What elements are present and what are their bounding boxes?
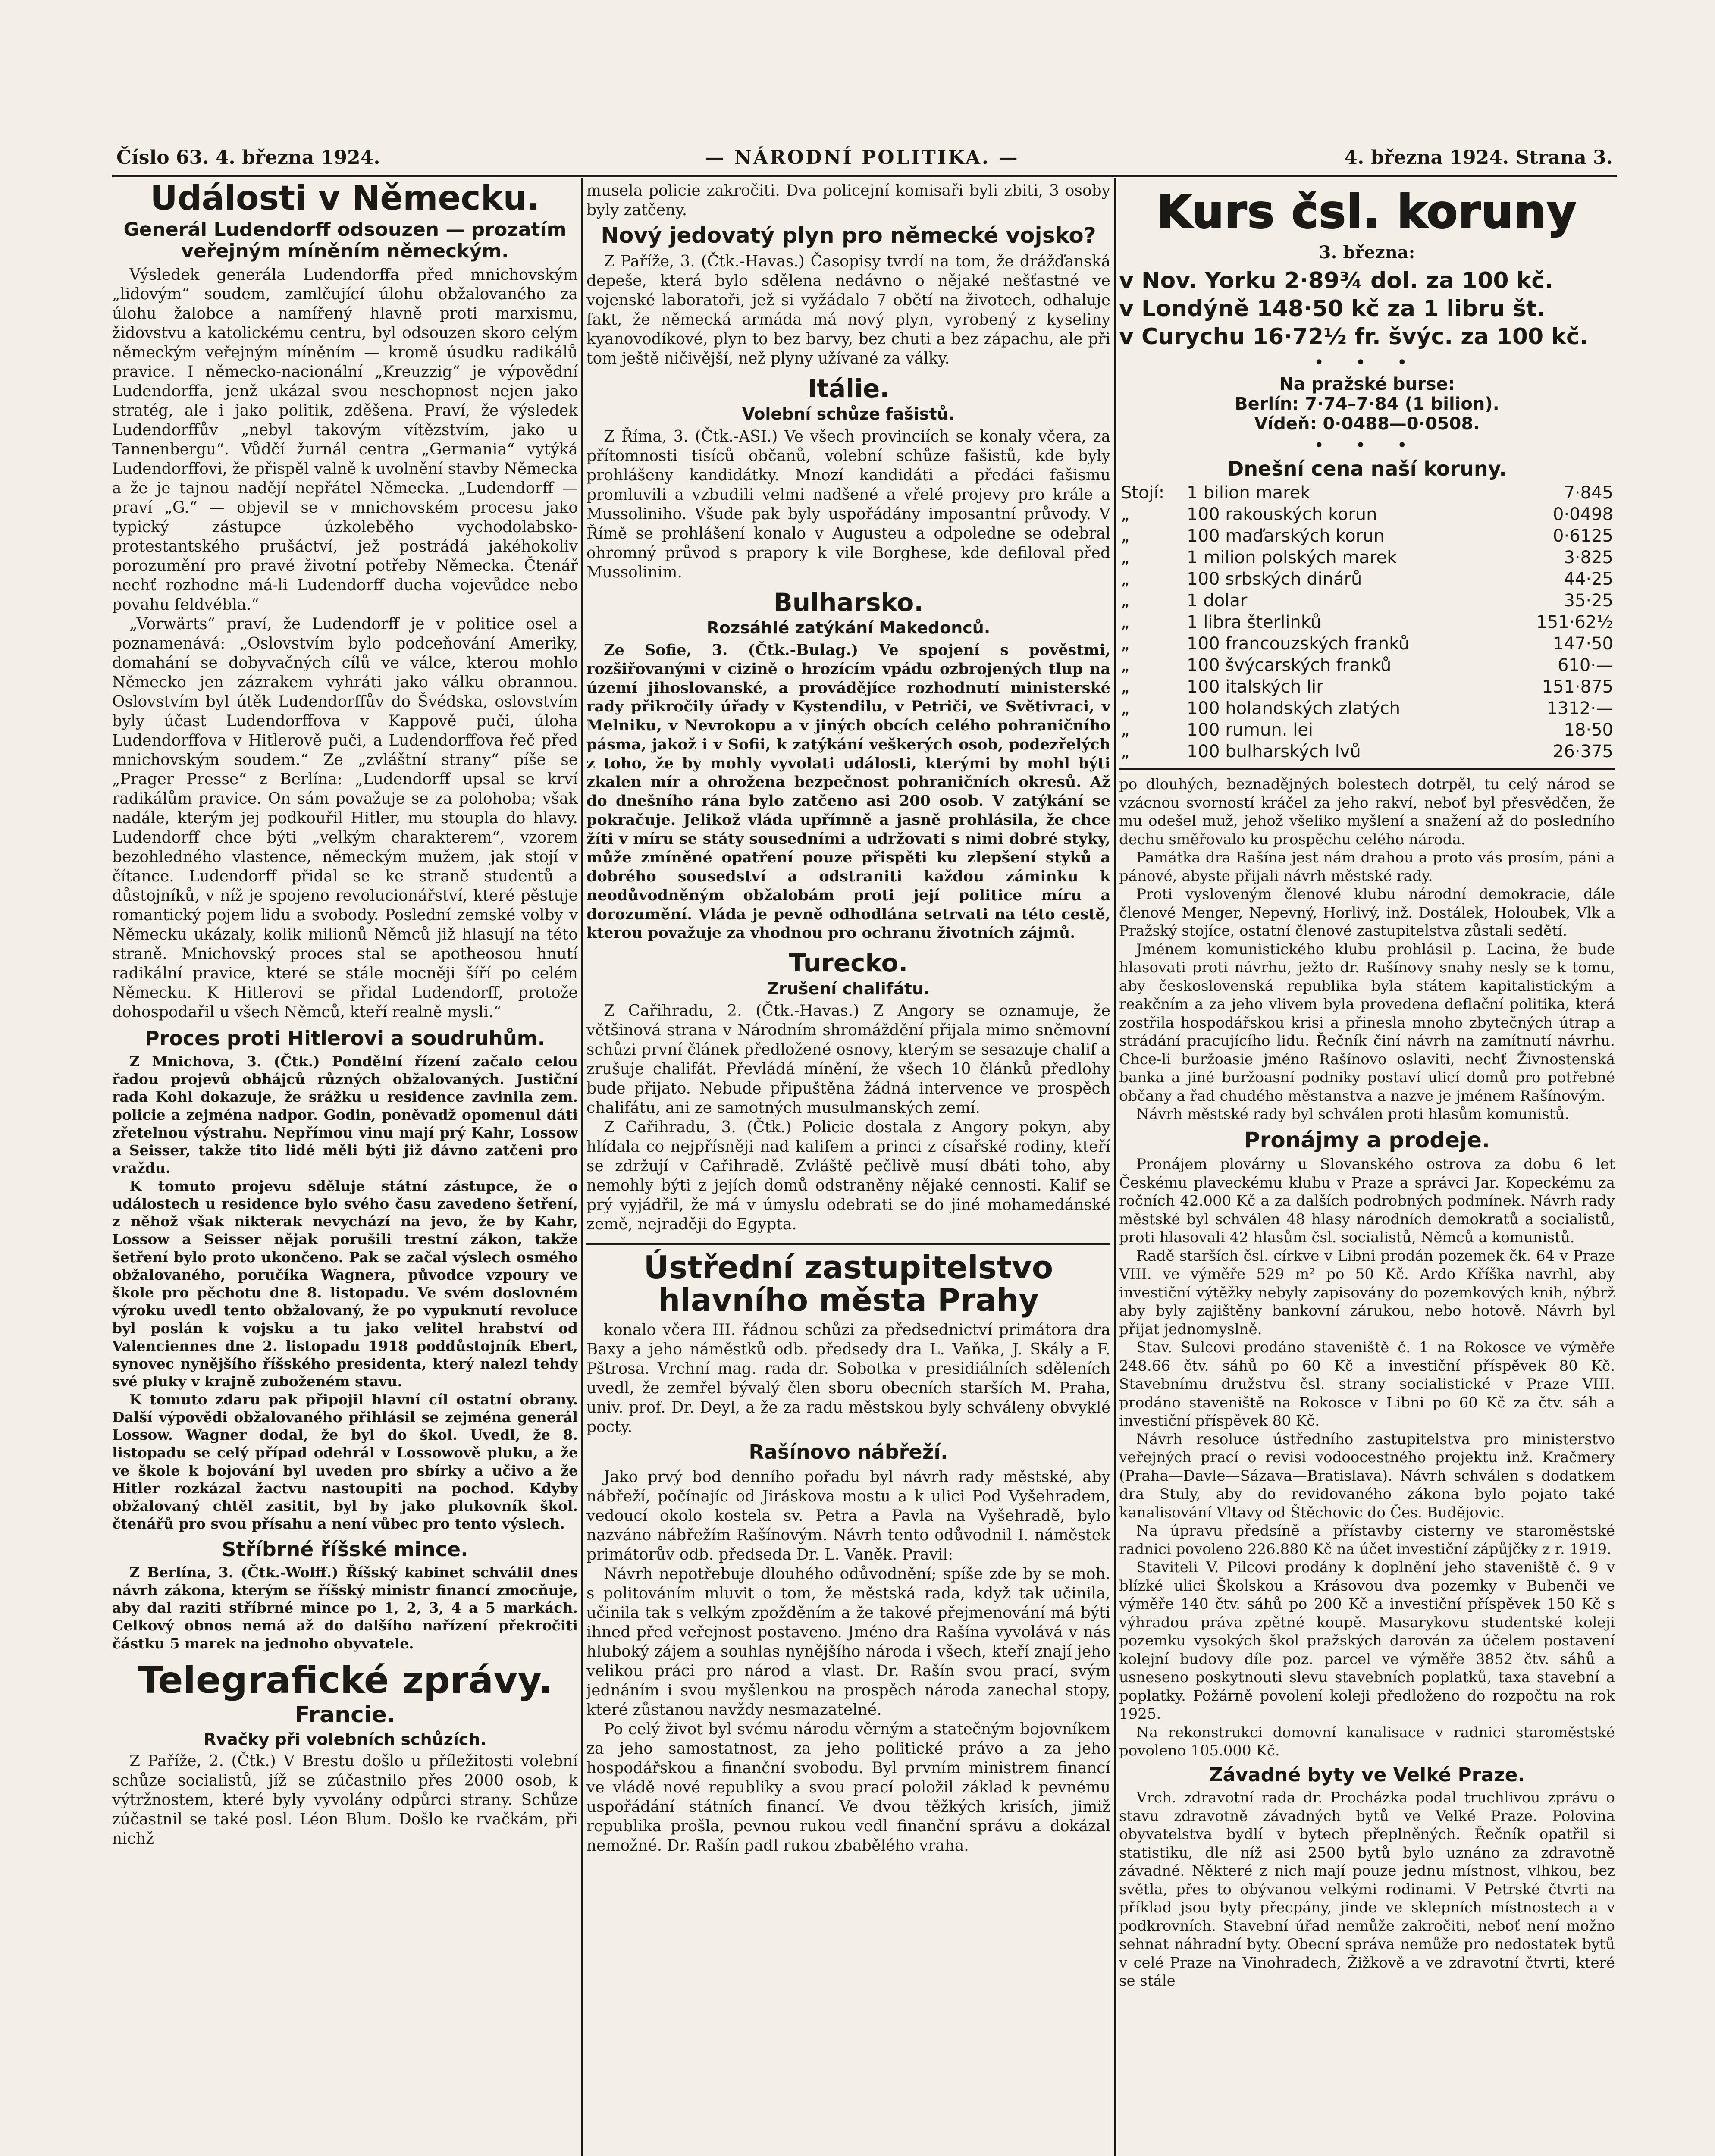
article-paragraph: Z Cařihradu, 2. (Čtk.-Havas.) Z Angory se oznamuje, že většinová strana v Národním shromáždění přijala mimo sněmovní schůzi první článek předložené osnovy, kterým se sesazuje chalif a zrušuje chalifát. Převládá mínění, že všech 10 článků předlohy bude přijato. Nebude připuštěna žádná intervence ve prospěch chalifátu, ani ze samotných musulmanských zemí. [586,1002,1110,1117]
currency-row [1119,633,1615,655]
article-paragraph: Proti vysloveným členové klubu národní demokracie, dále členové Menger, Nepevný, Horlivý, inž. Dostálek, Holoubek, Vlk a Pražský stojíce, ostatní členové zastupitelstva zůstali sedětí. [1119,886,1615,940]
country-heading-turkey: Turecko. [789,948,908,978]
article-paragraph: Jako prvý bod denního pořadu byl návrh rady městské, aby nábřeží, počínajíc od Jiráskova mostu a k ulici Pod Vyšehradem, vedoucí okolo kostela sv. Petra a Pavla na Vyšehradě, bylo nazváno nábřežím Rašínovým. Návrh tento odůvodnil I. náměstek primátorův odb. předseda Dr. L. Vaněk. Pravil: [586,1468,1110,1564]
currency-row [1119,590,1615,611]
currency-label: „ [1121,526,1130,546]
currency-label: „ [1121,569,1130,589]
article-paragraph: Ze Sofie, 3. (Čtk.-Bulag.) Ve spojení s pověstmi, rozšiřovanými v cizině o hrozícím vpádu ozbrojených tlup na území jihoslovanské, a provádějíce rozhodnutí ministerské rady přikročily úřady v Kystendilu, v Petriči, ve Světivraci, v Melniku, v Nevrokopu a v jiných obcích celého pohraničního pásma, jakož i v Sofii, k zatýkání veškerých osob, podezřelých z toho, že by mohly vyvolati události, kterými by mohl býti zkalen mír a ohrožena bezpečnost pohraničních okresů. Až do dnešního rána bylo zatčeno asi 200 osob. V zatýkání se pokračuje. Jelikož vláda upřímně a jasně prohlásila, že chce žíti v míru se státy sousedními a udržovati s nimi dobré styky, může zmíněné opatření pouze přispěti ku zlepšení styků a dobrého sousedství a odstraniti každou záminku k neodůvodněným obžalobám proti její politice míru a dorozumění. Vláda je pevně odhodlána setrvati na této cestě, kterou považuje za vhodnou pro ochranu životních zájmů. [586,641,1110,942]
separator-dots: • • • [1314,436,1420,455]
currency-table [1119,482,1615,762]
currency-row [1119,611,1615,633]
headline-caliphate: Zrušení chalifátu. [767,979,930,998]
article-paragraph: Z Berlína, 3. (Čtk.-Wolff.) Říšský kabinet schválil dnes návrh zákona, kterým se říšský ministr financí zmocňuje, aby dal raziti stříbrné mince po 1, 2, 3, 4 a 5 markách. Celkový obnos nemá až do dalšího nařízení překročiti částku 5 marek na jednoho obyvatele. [112,1564,578,1652]
article-continuation: musela policie zakročiti. Dva policejní komisaři byli zbiti, 3 osoby byly zatčeny. [586,182,1110,219]
headline-bad-housing: Závadné byty ve Velké Praze. [1209,1764,1525,1786]
headline-hitler-trial: Proces proti Hitlerovi a soudruhům. [144,1027,546,1050]
today-price-title: Dnešní cena naší koruny. [1227,457,1507,480]
section-title-germany: Události v Německu. [150,181,540,218]
masthead [116,142,1613,172]
headline-prague-council: Ústřední zastupitelstvo hlavního města Prahy [643,1249,1053,1318]
currency-item: 100 srbských dinárů [1187,569,1362,589]
currency-value: 1312·— [1546,699,1613,718]
currency-value: 151·875 [1542,677,1613,697]
article-paragraph: Radě starších čsl. církve v Libni prodán pozemek čk. 64 v Praze VIII. ve výměře 529 m² po 50 Kč. Ardo Kříška navrhl, aby investiční výtěžky nebyly zapisovány do pozemkových knih, nýbrž aby byly zajištěny bankovní zárukou, nebo hotově. Návrh byl přijat jednomyslně. [1119,1247,1615,1338]
column-left [112,181,578,2156]
article-paragraph: Staviteli V. Pilcovi prodány k doplnění jeho staveniště č. 9 v blízké ulici Školskou a Krásovou dva pozemky v Bubenči ve výměře 140 čtv. sáhů po 200 Kč a investiční příspěvek 150 Kč s výhradou práva zpětné koupě. Masarykovu studentské koleji pozemku vysokých škol pražských darován za účelem postavení kolejní budovy díle poz. parcel ve výměře 3852 čtv. sáhů a usneseno poskytnouti slevu stavebních poplatků, taxa stavební a poplatky. Požárně povolení koleji předloženo do rozpočtu na rok 1925. [1119,1559,1615,1723]
column-divider [581,178,583,2156]
currency-value: 18·50 [1564,720,1613,740]
prague-exchange-title: Na pražské burse: [1279,374,1455,394]
currency-row [1119,655,1615,676]
currency-item: 100 maďarských korun [1187,526,1385,546]
country-heading-italy: Itálie. [807,373,890,403]
currency-item: 100 rakouských korun [1187,505,1377,524]
separator-dots: • • • [1314,353,1420,373]
currency-item: 1 libra šterlinků [1187,612,1322,632]
article-paragraph: Návrh resoluce ústředního zastupitelstva pro ministerstvo veřejných prací o revisi vodoocestného projektu inž. Kračmery (Praha—Davle—Sázava—Bratislava). Návrh schválen s dodatkem dra Stuly, aby do revidovaného zákona bylo pojato také kanalisování Vltavy od Štěchovic do Čes. Budějovic. [1119,1430,1615,1521]
article-paragraph: Z Paříže, 2. (Čtk.) V Brestu došlo u příležitosti volební schůze socialistů, jíž se zúčastnilo přes 2000 osob, k výtržnostem, které byly vyvolány odpůrci strany. Schůze zúčastnil se také posl. Léon Blum. Došlo ke rvačkám, při nichž [112,1752,578,1848]
headline-ludendorff: Generál Ludendorff odsouzen — prozatím veřejným míněním německým. [123,218,567,263]
newspaper-title: — NÁRODNÍ POLITIKA. — [705,146,1019,169]
currency-row [1119,525,1615,547]
header-rule [112,175,1617,177]
currency-item: 100 rumun. lei [1187,720,1313,740]
currency-row [1119,568,1615,590]
page-date-number: 4. března 1924. Strana 3. [1344,146,1613,169]
headline-silver-coins: Stříbrné říšské mince. [222,1537,468,1561]
currency-label: „ [1121,634,1130,654]
currency-label: „ [1121,655,1130,675]
article-paragraph: Z Říma, 3. (Čtk.-ASI.) Ve všech provinciích se konaly včera, za přítomnosti tisíců občanů, volební schůze fašistů, kde byly prohlášeny kandidátky. Mnozí kandidáti a předáci fašismu promluvili a vzbudili velmi nadšené a vřelé projevy pro krále a Mussoliniho. Všude pak byly uspořádány imposantní průvody. V Římě se prohlášení konalo v Augusteu a odpoledne se odebral ohromný průvod s prapory k vile Borghese, kde defiloval před Mussolinim. [586,427,1110,581]
headline-leases-sales: Pronájmy a prodeje. [1244,1127,1490,1153]
currency-label: Stojí: [1121,483,1165,503]
currency-label: „ [1121,505,1130,524]
issue-number-date: Číslo 63. 4. března 1924. [116,146,380,169]
section-rule [1119,768,1615,770]
headline-arrests: Rozsáhlé zatýkání Makedonců. [706,618,991,638]
currency-date: 3. března: [1319,242,1415,263]
article-paragraph: Památka dra Rašína jest nám drahou a proto vás prosím, páni a pánové, abyste přijali návrh městské rady. [1119,849,1615,885]
headline-fascist-meetings: Volební schůze fašistů. [742,404,955,424]
currency-label: „ [1121,699,1130,718]
headline-brawls: Rvačky při volebních schůzích. [204,1730,486,1749]
rate-berlin: Berlín: 7·74–7·84 (1 bilion). [1235,394,1499,414]
currency-value: 0·0498 [1553,505,1613,524]
currency-item: 100 švýcarských franků [1187,655,1392,675]
currency-item: 100 holandských zlatých [1187,699,1401,718]
currency-value: 26·375 [1553,742,1613,761]
currency-value: 3·825 [1564,548,1613,567]
currency-row [1119,698,1615,719]
article-paragraph: Návrh městské rady byl schválen proti hlasům komunistů. [1136,1106,1570,1123]
currency-row [1119,741,1615,762]
column-divider [1114,178,1116,2156]
currency-value: 147·50 [1553,634,1613,654]
article-paragraph: Návrh nepotřebuje dlouhého odůvodnění; spíše zde by se moh. s politováním mluvit o tom, že městská rada, když tak učinila, učinila tak s velkým zpožděním a že takové přejmenování má býti ihned před veřejnost postaveno. Jméno dra Rašína vyvolává v nás hluboký zájem a souhlas nynějšího národa i všech, kteří znají jeho velikou práci pro národ a vlast. Dr. Rašín svou prací, svým jednáním i svou myšlenkou na prospěch národa zanechal stopy, které zůstanou navždy nesmazatelné. [586,1565,1110,1719]
rate-new-york: v Nov. Yorku 2·89¾ dol. za 100 kč. [1119,268,1553,294]
article-paragraph: Pronájem plovárny u Slovanského ostrova za dobu 6 let Českému plaveckému klubu v Praze a správci Jar. Kopeckému za ročních 42.000 Kč a za dalších podrobných podmínek. Návrh rady městské byl schválen 48 hlasy národních demokratů a socialistů, proti hlasovali 42 hlasům čsl. socialistů, Němců a komunistů. [1119,1156,1615,1246]
article-continuation: po dlouhých, beznadějných bolestech dotrpěl, tu celý národ se vzácnou svorností kráčel za jeho rakví, neboť byl přesvědčen, že mu odešel muž, jehož všeliko myšlení a snažení až do posledního dechu směřovalo ku prospěchu celého národa. [1119,776,1615,848]
article-paragraph: „Vorwärts“ praví, že Ludendorff je v politice osel a poznamenává: „Oslovstvím bylo podceňování Ameriky, domahání se dobyvačných cílů ve válce, kterou mohlo Německo jen zázrakem vyhráti jako válku obrannou. Oslovstvím byl útěk Ludendorffův do Švédska, oslovstvím byly účast Ludendorffova v Kappově puči, úloha Ludendorffova v Hitlerově puči, a Ludendorffova řeč před mnichovským soudem.“ Ze „zvláštní strany“ píše se „Prager Presse“ z Berlína: „Ludendorff upsal se krví radikálům pravice. On sám považuje se za polohoba; však nadále, kterým jej podkouřil Hitler, mu stoupla do hlavy. Ludendorff chce býti „velkým charakterem“, vzorem bezohledného vlastence, německým mužem, jak stojí v čítance. Ludendorff přidal se ke straně studentů a důstojníků, v níž je spojeno revolucionářství, které pěstuje romantický pojem lidu a svobody. Poslední zemské volby v Německu ukázaly, kolik milionů Němců již hlasují na této straně. Mnichovský proces stal se apotheosou hnutí radikální pravice, které se stále mocněji šíří po celém Německu. K Hitlerovi se přidal Ludendorff, protože dohospodařil u všech Němců, kteří realně mysli.“ [112,615,578,1022]
rate-zurich: v Curychu 16·72½ fr. švýc. za 100 kč. [1119,324,1588,350]
article-paragraph: konalo včera III. řádnou schůzi za předsednictví primátora dra Baxy a jeho náměstků odb. předsedy dra L. Vaňka, J. Skály a F. Pštrosa. Vrchní mag. rada dr. Sobotka v presidiálních sděleních uvedl, že zemřel bývalý člen sboru obecních starších M. Praha, univ. prof. Dr. Deyl, a že za radu městskou byly schváleny obvyklé pocty. [586,1321,1110,1436]
currency-value: 44·25 [1564,569,1613,589]
article-paragraph: Na rekonstrukci domovní kanalisace v radnici staroměstské povoleno 105.000 Kč. [1119,1724,1615,1759]
currency-row [1119,719,1615,741]
currency-value: 610·— [1557,655,1613,675]
currency-label: „ [1121,742,1130,761]
currency-label: „ [1121,720,1130,740]
article-paragraph: Na úpravu předsíně a přístavby cisterny ve staroměstské radnici povoleno 226.880 Kč na účet investiční zápůjčky z r. 1919. [1119,1522,1615,1558]
article-paragraph: Stav. Sulcovi prodáno staveniště č. 1 na Rokosce ve výměře 248.66 čtv. sáhů po 60 Kč a investiční příspěvek 80 Kč. Stavebnímu družstvu čsl. strany socialistické v Praze VIII. prodáno staveniště na Rokosce v Libni po 60 Kč za čtv. sáh a investiční příspěvek 80 Kč. [1119,1339,1615,1429]
currency-value: 35·25 [1564,591,1613,611]
currency-label: „ [1121,677,1130,697]
article-paragraph: Po celý život byl svému národu věrným a statečným bojovníkem za jeho samostatnost, za jeho politické právo a za jeho hospodářskou a finanční svobodu. Byl prvním ministrem financí ve vládě nové republiky a svou prací položil základ k pevnému uspořádání státních financí. Ve dvou těžkých krisích, jimiž republika prošla, pevnou rukou vedl finanční správu a dokázal nemožné. Dr. Rašín padl rukou zbabělého vraha. [586,1720,1110,1855]
article-paragraph: Z Cařihradu, 3. (Čtk.) Policie dostala z Angory pokyn, aby hlídala co nejpřísněji nad kalifem a princi z císařské rodiny, kteří se zdržují v Cařihradě. Zvláště pečlivě musí dbáti toho, aby nemohly býti z jejích domů odstraněny nějaké cennosti. Kalif se prý vyjádřil, že má v úmyslu odebrati se do jiné mohamedánské země, nejraději do Egypta. [586,1119,1110,1234]
currency-box-title: Kurs čsl. koruny [1157,185,1577,238]
currency-item: 1 dolar [1187,591,1248,611]
currency-value: 151·62½ [1536,612,1613,632]
article-paragraph: Výsledek generála Ludendorffa před mnichovským „lidovým“ soudem, zamlčující úlohu obžalovaného za úlohu žalobce a namířený hlavně proti marxismu, židovstvu a katolickému centru, byl odsouzen skoro celým německým veřejným míněním — kromě úsudku radikálů pravice. I německo-nacionální „Kreuzzig“ je výpovědní Ludendorffa, jenž ukázal svou neschopnost nejen jako stratég, ale i jako politik, zděšena. Praví, že výsledek Ludendorffův „nebyl takovým vítězstvím, jako u Tannenbergu“. Vůdčí žurnál centra „Germania“ vytýká Ludendorffovi, že přispěl valně k uvolnění stavby Německa a že je tajnou nadějí nepřátel Německa. „Ludendorff — praví „G.“ — objevil se v mnichovském procesu jako typický zástupce úzkoleběho vychodolabsko-protestantského prušáctví, jež postrádá jakéhokoliv porozumění pro pravé životní potřeby Německa. Čtenář nechť rozhodne má-li Ludendorff ducha vojevůdce nebo povahu feldvébla.“ [112,266,578,614]
currency-value: 7·845 [1564,483,1613,503]
headline-poison-gas: Nový jedovatý plyn pro německé vojsko? [601,223,1096,248]
currency-row [1119,547,1615,568]
article-paragraph: Jménem komunistického klubu prohlásil p. Lacina, že bude hlasovati proti návrhu, ježto dr. Rašínovy snahy nesly se k tomu, aby československá republika byla státem kapitalistickým a reakčním a za jeho vlivem byla provedena deflační politika, která zostřila hospodářskou krisi a přinesla mnoho zbytečných útrap a strádání pracujícího lidu. Řečník činí návrh na zamítnutí návrhu. Chce-li buržoasie jméno Rašínovo oslaviti, nechť Živnostenská banka a jiné buržoasní podniky postaví ulicí domů pro potřebné občany a řad chudého městanstva a nazve je jménem Rašínovým. [1119,940,1615,1105]
article-paragraph: K tomuto zdaru pak připojil hlavní cíl ostatní obrany. Další výpovědi obžalovaného přihlásil se zejména generál Lossow. Wagner dodal, že byl do škol. Uvedl, že 8. listopadu se celý případ odehrál v Lossowově pluku, a že ve škole k bojování byl uveden pro sbírky a učivo a že Hitler rozkázal žactvu nastoupiti na pochod. Kdyby obžalovaný chtěl zasitit, byl by jako plukovník škol. čtenářů pro svou přísahu a není vůbec pro tento výslech. [112,1391,578,1532]
article-paragraph: Vrch. zdravotní rada dr. Procházka podal truchlivou zprávu o stavu zdravotně závadných bytů ve Velké Praze. Polovina obyvatelstva bydlí v bytech přeplněných. Řečník opatřil si statistiku, dle níž asi 2500 bytů bylo uznáno za zdravotně závadné. Některé z nich mají pouze jednu místnost, vlhkou, bez světla, přes to obývanou velkými rodinami. V Petrské čtvrti na příklad jsou byty přecpány, jinde ve sklepních místnostech a v podkrovních. Stavební úřad nemůže zakročiti, neboť není možno sehnat náhradní byty. Obecní správa nemůže pro nedostatek bytů v celé Praze na Vinohradech, Žižkově a ve zdravotní čtvrti, které se stále [1119,1789,1615,1990]
currency-label: „ [1121,612,1130,632]
currency-row [1119,504,1615,525]
column-middle [586,181,1110,2156]
currency-item: 100 italských lir [1187,677,1323,697]
section-rule [586,1243,1110,1245]
currency-value: 0·6125 [1553,526,1613,546]
country-heading-france: Francie. [295,1702,395,1728]
currency-row [1119,676,1615,698]
article-paragraph: Z Mnichova, 3. (Čtk.) Pondělní řízení začalo celou řadou projevů obhájců různých obžalovaných. Justiční rada Kohl dokazuje, že srážku u residence zavinila zem. policie a zejména nadpor. Godin, poněvadž opomenul dáti zřetelnou výstrahu. Nepřímou vinu mají prý Kahr, Lossow a Seisser, takže tito lidé měli býti již dávno zatčeni pro vraždu. [112,1053,578,1177]
currency-label: „ [1121,548,1130,567]
section-title-telegraph: Telegrafické zprávy. [137,1658,553,1702]
currency-item: 1 bilion marek [1187,483,1311,503]
currency-item: 1 milion polských marek [1187,548,1397,567]
article-paragraph: Z Paříže, 3. (Čtk.-Havas.) Časopisy tvrdí na tom, že drážďanská depeše, která bylo sdělena nedávno o nějaké nešťastné ve vojenské laboratoři, jež si vyžádalo 7 obětí na životech, odhaluje fakt, že německá armáda má nový plyn, vyrobený z kyseliny kyanovodíkové, plyn to bez barvy, bez chuti a bez zápachu, ale při tom ještě ničivější, než plyny užívané za války. [586,252,1110,367]
column-right [1119,181,1615,2156]
currency-label: „ [1121,591,1130,611]
currency-item: 100 francouzských franků [1187,634,1410,654]
rate-vienna: Vídeň: 0·0488—0·0508. [1254,414,1480,434]
rate-london: v Londýně 148·50 kč za 1 libru št. [1119,296,1546,322]
country-heading-bulgaria: Bulharsko. [773,587,924,617]
article-paragraph: K tomuto projevu sděluje státní zástupce, že o událostech u residence bylo svého času zavedeno šetření, z něhož však nikterak nevychází na jevo, že by Kahr, Lossow a Seisser nějak porušili trestní zákon, takže šetření bylo proto ukončeno. Pak se začal výslech osmého obžalovaného, poručíka Wagnera, původce vzpoury ve škole pro pěchotu dne 8. listopadu. Ve svém doslovném výroku uvedl tento obžalovaný, že po vypuknutí revoluce byl poslán k vojsku a tu jako velitel hrabství od Valenciennes dne 2. listopadu 1918 poddůstojník Ebert, synovec nynějšího říšského presidenta, který nalezl tehdy své pluky v krajně zuboženém stavu. [112,1177,578,1390]
headline-rasin-embankment: Rašínovo nábřeží. [749,1440,948,1463]
currency-row [1119,482,1615,504]
currency-item: 100 bulharských lvů [1187,742,1361,761]
